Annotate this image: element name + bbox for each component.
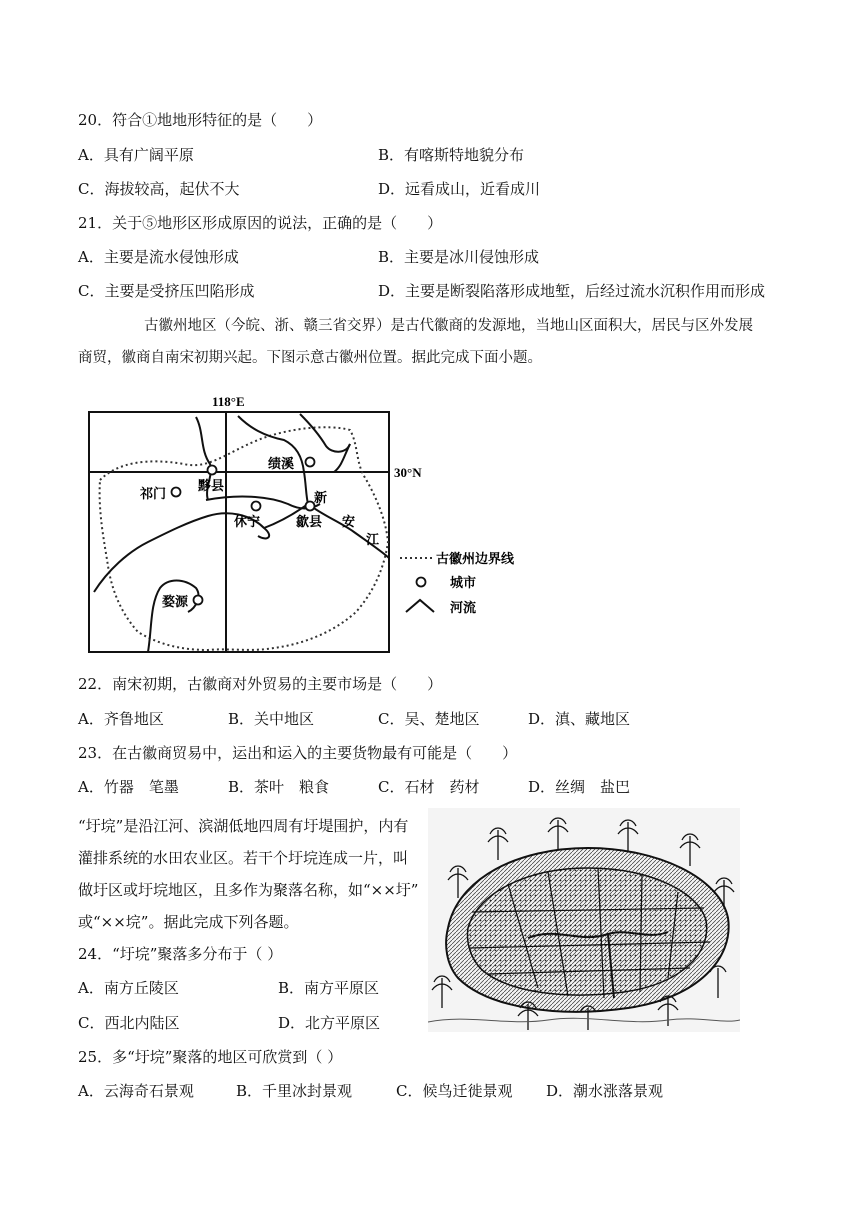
passage2-line2: 灌排系统的水田农业区。若干个圩垸连成一片，叫 [78,849,409,867]
q20-option-c: C．海拔较高，起伏不大 [78,180,240,198]
river-char-an: 安 [342,515,356,530]
q21-option-c: C．主要是受挤压凹陷形成 [78,282,255,300]
legend-city-label: 城市 [450,576,477,591]
passage2-line4: 或“××垸”。据此完成下列各题。 [78,913,299,931]
huizhou-map [88,392,533,654]
longitude-label: 118°E [212,394,245,409]
latitude-label: 30°N [394,465,422,480]
city-yixian-marker [208,466,217,475]
q21-option-d: D．主要是断裂陷落形成地堑，后经过流水沉积作用而形成 [378,282,766,300]
q21-option-b: B．主要是冰川侵蚀形成 [378,248,540,266]
q25-option-d: D．潮水涨落景观 [546,1082,664,1100]
q25-option-a: A．云海奇石景观 [78,1082,194,1100]
river [148,581,198,653]
q24-stem: 24．“圩垸”聚落多分布于（ ） [78,945,283,963]
passage2-line1: “圩垸”是沿江河、滨湖低地四周有圩堤围护，内有 [78,817,409,835]
q23-option-c: C．石材 药材 [378,778,480,796]
city-shexian-label: 歙县 [296,515,323,530]
q21-stem: 21．关于⑤地形区形成原因的说法，正确的是（ ） [78,214,443,232]
city-qimen-label: 祁门 [140,487,167,502]
q23-option-a: A．竹器 笔墨 [78,778,179,796]
q24-option-a: A．南方丘陵区 [78,979,179,997]
passage1-line2: 商贸，徽商自南宋初期兴起。下图示意古徽州位置。据此完成下面小题。 [78,350,542,366]
legend-river-label: 河流 [450,601,477,616]
passage2-line3: 做圩区或圩垸地区，且多作为聚落名称，如“××圩” [78,881,419,899]
legend-river-symbol [406,600,434,612]
legend-boundary-label: 古徽州边界线 [436,552,515,567]
river-xinanjiang [308,504,389,558]
river [334,444,350,472]
q25-stem: 25．多“圩垸”聚落的地区可欣赏到（ ） [78,1048,343,1066]
q20-option-a: A．具有广阔平原 [78,146,194,164]
legend-city-symbol [417,578,426,587]
q23-stem: 23．在古徽商贸易中，运出和运入的主要货物最有可能是（ ） [78,744,518,762]
city-qimen-marker [172,488,181,497]
river [300,414,350,452]
passage1-line1: 古徽州地区（今皖、浙、赣三省交界）是古代徽商的发源地，当地山区面积大，居民与区外发展 [144,318,753,334]
city-yixian-label: 黟县 [198,479,225,494]
city-wuyuan-label: 婺源 [162,595,189,610]
q22-option-c: C．吴、楚地区 [378,710,480,728]
q24-option-c: C．西北内陆区 [78,1014,180,1032]
q20-option-d: D．远看成山，近看成川 [378,180,541,198]
q20-stem: 20．符合①地地形特征的是（ ） [78,111,323,129]
city-xiuning-label: 休宁 [234,515,261,530]
huizhou-boundary [100,427,388,650]
river-char-xin: 新 [314,491,328,506]
q25-option-c: C．候鸟迁徙景观 [396,1082,513,1100]
city-wuyuan-marker [194,596,203,605]
q24-option-b: B．南方平原区 [278,979,380,997]
q23-option-d: D．丝绸 盐巴 [528,778,631,796]
q22-option-d: D．滇、藏地区 [528,710,631,728]
q21-option-a: A．主要是流水侵蚀形成 [78,248,239,266]
city-xiuning-marker [252,502,261,511]
city-jixi-marker [306,458,315,467]
q22-stem: 22．南宋初期，古徽商对外贸易的主要市场是（ ） [78,675,443,693]
city-jixi-label: 绩溪 [268,457,295,472]
q23-option-b: B．茶叶 粮食 [228,778,330,796]
polder-illustration [428,808,740,1032]
q22-option-b: B．关中地区 [228,710,315,728]
q22-option-a: A．齐鲁地区 [78,710,164,728]
river-char-jiang: 江 [366,533,380,548]
q25-option-b: B．千里冰封景观 [236,1082,353,1100]
q24-option-d: D．北方平原区 [278,1014,381,1032]
map-frame [89,412,389,652]
q20-option-b: B．有喀斯特地貌分布 [378,146,525,164]
